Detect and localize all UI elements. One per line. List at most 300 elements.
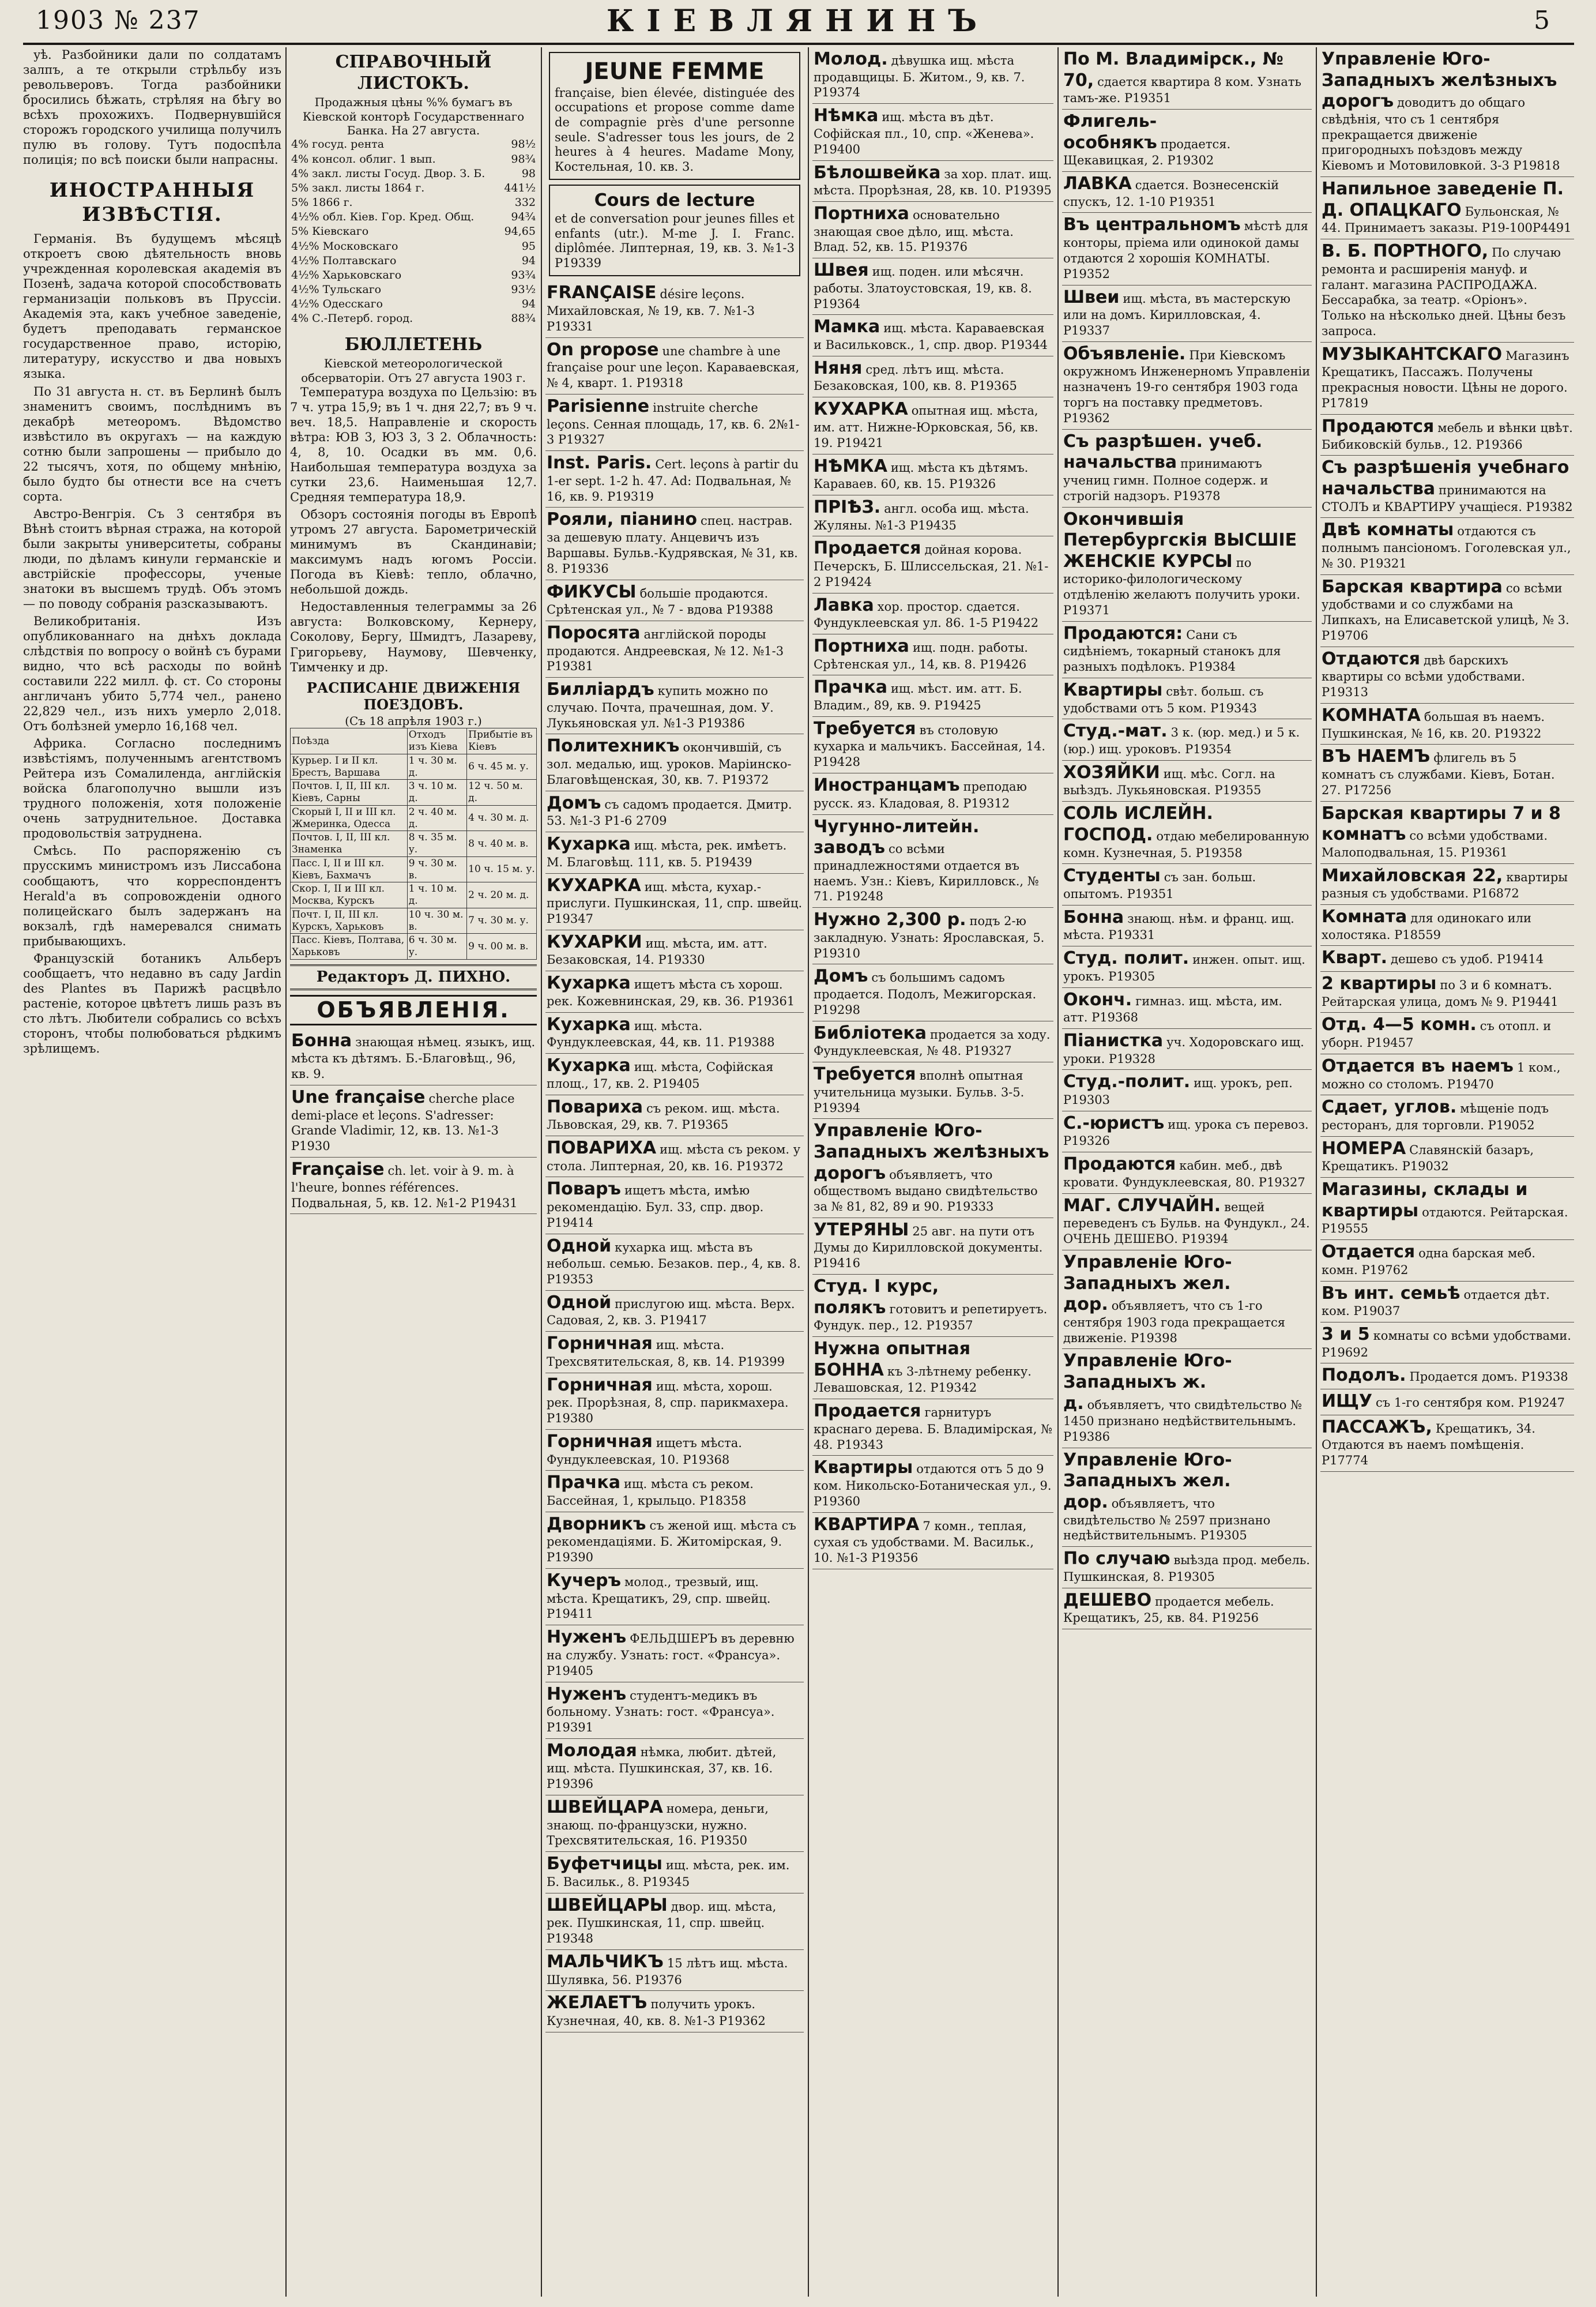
news-paragraph: По 31 августа н. ст. въ Берлинѣ былъ знаменитъ своимъ, послѣднимъ въ декабрѣ метеоромъ. Вѣдомство извѣстило въ округахъ — на каждую сотню были запрошены — прибыло до 22 тысячъ, хотя, по общему мнѣнію, было будто бы отнести все на счетъ сорта. [23,384,281,504]
ad-text: уч. Ходоровскаго ищ. уроки. Р19328 [1063,1035,1304,1066]
ad-text: квартиры разныя съ удобствами. Р16872 [1322,870,1568,901]
column-rule [808,47,809,2297]
column-ads-3 [545,47,804,2297]
schedule-header-cell: Прибытіе въ Кіевъ [467,728,537,754]
classified-ad [812,161,1053,202]
classified-ad [1062,508,1312,622]
ad-box-title: Cours de lecture [594,190,755,211]
reference-title: СПРАВОЧНЫЙ ЛИСТОКЪ. [335,52,492,93]
classified-ad [1320,177,1574,239]
ad-heading: Прачка [547,1472,621,1493]
ad-heading: КУХАРКИ [547,931,642,952]
rate-row [290,268,537,283]
ad-heading: Квартиры [1063,680,1163,701]
classified-ad [545,832,804,873]
ad-text: продается за ходу. Фундуклеевская, № 48. Р19327 [814,1027,1051,1058]
rate-value: 94,65 [504,225,536,238]
classified-ad [1320,575,1574,647]
ad-text: хор. простор. сдается. Фундуклеевская ул. 86. 1-5 Р19422 [814,599,1039,630]
classified-ad [1320,1389,1574,1415]
schedule-cell: 2 ч. 40 м. д. [407,805,466,831]
schedule-cell: Почтов. I, II, III кл. Знаменка [291,831,408,856]
ad-text: ищ. мѣс. Согл. на выѣздъ. Лукьяновская. Р19355 [1063,767,1275,798]
classified-ad [545,1136,804,1177]
ad-heading: ШВЕЙЦАРЫ [547,1895,668,1915]
classified-ad [545,1013,804,1054]
schedule-cell: 9 ч. 30 м. в. [407,856,466,882]
ad-text: instruite cherche leçons. Сенная площадь, 17, кв. 6. 2№1-3 Р19327 [547,400,800,447]
ad-text: ищ. урокъ, реп. Р19303 [1063,1076,1293,1107]
ad-text: по историко-филологическому отдѣленію желаютъ получить уроки. Р19371 [1063,555,1301,617]
ad-heading: Студ. полит. [1063,948,1190,969]
ad-heading: Лавка [814,595,874,615]
ad-heading: Піанистка [1063,1031,1164,1051]
classified-ad [812,964,1053,1021]
bulletin-caption: Кіевской метеорологической обсерваторіи. Отъ 27 августа 1903 г. [301,356,526,385]
rate-name: 4½% Одесскаго [291,298,383,311]
classified-ad [1320,745,1574,801]
classified-ad [1062,47,1312,110]
ad-heading: Молодая [547,1740,637,1761]
rate-value: 93½ [511,283,536,296]
ad-text: ищ. мѣста, рек. им. Б. Васильк., 8. Р19345 [547,1858,790,1889]
ad-heading: Кварт. [1322,948,1388,968]
schedule-cell: 2 ч. 20 м. д. [467,882,537,908]
masthead: КІЕВЛЯНИНЪ [606,3,990,39]
ad-heading: КВАРТИРА [814,1514,920,1535]
ad-text: кухарка ищ. мѣста въ небольш. семью. Безаков. пер., 4, кв. 8. Р19353 [547,1240,801,1287]
ad-text: съ 1-го сентября ком. Р19247 [1376,1396,1565,1410]
ad-text: по 3 и 6 комнатъ. Рейтарская улица, домъ № 9. Р19441 [1322,978,1559,1009]
classified-ad [812,908,1053,964]
ad-text: съ отопл. и уборн. Р19457 [1322,1019,1552,1050]
rates-table [290,137,537,326]
ad-heading: Продается [814,1401,921,1422]
ad-heading: СОЛЬ ИСЛЕЙН. ГОСПОД. [1063,803,1213,845]
schedule-cell: Курьер. I и II кл. Брестъ, Варшава [291,754,408,779]
classified-ad [812,47,1053,104]
ad-heading: ХОЗЯЙКИ [1063,762,1160,783]
classified-ad [1062,946,1312,987]
ad-heading: ШВЕЙЦАРА [547,1797,663,1818]
classified-ad [1062,1029,1312,1070]
ad-text: мѣстѣ для конторы, пріема или одинокой дамы отдаются 2 хорошія КОМНАТЫ. Р19352 [1063,219,1308,281]
column-rule [1057,47,1059,2297]
ad-text: сред. лѣтъ ищ. мѣста. Безаковская, 100, кв. 8. Р19365 [814,362,1017,393]
ad-heading: По М. Владимірск., № 70, [1063,49,1283,91]
column-rule [541,47,542,2297]
ad-heading: КУХАРКА [814,399,908,420]
page-header [0,0,1596,43]
schedule-cell: 9 ч. 00 м. в. [467,934,537,959]
ad-heading: НѢМКА [814,456,887,476]
ad-text: ищ. мѣст. им. атт. Б. Владим., 89, кв. 9. Р19425 [814,682,1022,713]
ad-text: доводитъ до общаго свѣдѣнія, что съ 1 сентября прекращается движеніе пригородныхъ поѣздовъ между Кіевомъ и Мотовиловкой. 3-3 Р19818 [1322,96,1560,173]
ad-heading: Напильное заведеніе П. Д. ОПАЦКАГО [1322,179,1564,220]
schedule-row [291,831,537,856]
classified-ad [812,717,1053,773]
ad-box-text: et de conversation pour jeunes filles et enfants (utr.). M-me J. I. Franc. diplômée. Липтерная, 19, кв. 3. №1-3 Р19339 [555,212,795,270]
ad-heading: Барская квартиры 7 и 8 комнатъ [1322,803,1561,845]
ad-text: При Кіевскомъ окружномъ Инженерномъ Управленіи назначенъ 19-го сентября 1903 года торгъ на поставку предметовъ. Р19362 [1063,348,1311,425]
ad-text: Крещатикъ, 34. Отдаются въ наемъ помѣщенія. Р17774 [1322,1421,1535,1468]
ad-heading: ЖЕЛАЕТЪ [547,1993,648,2013]
classified-ad [1062,1547,1312,1588]
classified-ad [545,281,804,337]
ad-heading: С.-юристъ [1063,1113,1165,1133]
ad-heading: Горничная [547,1431,653,1452]
ad-text: окончившій, съ зол. медалью, ищ. уроков. Маріинско-Благовѣщенская, 30, кв. 7. Р19372 [547,741,792,787]
ad-text: ищ. подн. работы. Срѣтенская ул., 14, кв. 8. Р19426 [814,641,1028,671]
rate-value: 95 [521,239,536,253]
ad-text: отдаю мебелированную комн. Кузнечная, 5. Р19358 [1063,829,1309,860]
classified-ad [545,971,804,1012]
rate-value: 88¾ [511,312,536,325]
schedule-cell: Почтов. I, II, III кл. Кіевъ, Сарны [291,780,408,805]
classified-ad [812,454,1053,495]
rates-caption: Продажныя цѣны %% бумагъ въ Кіевской конторѣ Государственнаго Банка. На 27 августа. [302,95,525,137]
ad-heading: Съ разрѣшенія учебнаго начальства [1322,457,1569,499]
ad-text: къ 3-лѣтнему ребенку. Левашовская, 12. Р19342 [814,1364,1032,1395]
ad-heading: Кухарка [547,973,631,994]
foreign-news-body [23,231,281,1056]
ad-text: основательно знающая свое дѣло, ищ. мѣста. Влад. 52, кв. 15. Р19376 [814,208,1014,254]
ad-text: гарнитуръ краснаго дерева. Б. Владимірская, № 48. Р19343 [814,1406,1052,1452]
ad-heading: Нужна опытная БОННА [814,1339,971,1380]
rate-row [290,224,537,239]
ad-heading: On propose [547,339,659,360]
ad-text: знающ. нѣм. и франц. ищ. мѣста. Р19331 [1063,911,1294,942]
ad-text: знающая нѣмец. языкъ, ищ. мѣста къ дѣтямъ. Б.-Благовѣщ., 96, кв. 9. [291,1035,536,1081]
ad-text: отдаются отъ 5 до 9 ком. Никольско-Ботаническая ул., 9. Р19360 [814,1462,1052,1508]
ad-text: désire leçons. Михайловская, № 19, кв. 7. №1-3 Р19331 [547,287,755,333]
rate-name: 4½% Тульскаго [291,283,382,296]
classified-ad [545,678,804,734]
ad-text: подъ 2-ю закладную. Узнать: Ярославская, 5. Р19310 [814,914,1045,960]
rate-name: 5% закл. листы 1864 г. [291,181,425,194]
rate-row [290,283,537,297]
ad-heading: Продаются [1063,1154,1176,1175]
ad-heading: Михайловская 22, [1322,865,1503,886]
rate-row [290,167,537,181]
ad-heading: Сдает, углов. [1322,1097,1457,1118]
ad-text: Cert. leçons à partir du 1-er sept. 1-2 h. 47. Ad: Подвальная, № 16, кв. 9. Р19319 [547,457,799,504]
classified-ad [1320,905,1574,946]
column-ads-6 [1320,47,1574,2297]
ad-text: готовитъ и репетируетъ. Фундук. пер., 12. Р19357 [814,1302,1048,1333]
ad-text: за хор. плат. ищ. мѣста. Прорѣзная, 28, кв. 10. Р19395 [814,167,1052,198]
classified-ad [1062,1250,1312,1349]
classified-ad [545,1950,804,1991]
ad-heading: Политехникъ [547,736,680,757]
ad-heading: Студ.-мат. [1063,721,1168,742]
ad-text: Магазинъ Крещатикъ, Пассажъ. Получены прекрасныя новости. Цѣны не дорого. Р17819 [1322,348,1569,411]
ad-text: дешево съ удоб. Р19414 [1391,952,1544,967]
rate-row [290,239,537,254]
ad-text: ФЕЛЬДШЕРЪ въ деревню на службу. Узнать: гост. «Франсуа». Р19405 [547,1632,795,1678]
ad-heading: Продаются: [1063,623,1183,644]
schedule-cell: Пасс. Кіевъ, Полтава, Харьковъ [291,934,408,959]
rate-name: 4% закл. листы Госуд. Двор. З. Б. [291,167,485,180]
ad-heading: ДЕШЕВО [1063,1590,1152,1610]
classified-ad [1062,678,1312,719]
ad-text: со всѣми удобствами. Малоподвальная, 15. Р19361 [1322,829,1548,859]
ad-heading: КУХАРКА [547,875,641,896]
schedule-row [291,856,537,882]
ad-text: 1 ком., можно со столомъ. Р19470 [1322,1060,1561,1091]
classified-ad [1320,946,1574,972]
ad-text: студентъ-медикъ въ больному. Узнать: гост. «Франсуа». Р19391 [547,1688,775,1734]
rate-row [290,210,537,224]
ad-heading: Нуженъ [547,1627,627,1648]
rate-name: 4½% Полтавскаго [291,254,397,267]
ad-text: комнаты со всѣми удобствами. Р19692 [1322,1329,1571,1359]
ad-text: принимаютъ учениц гимн. Полное содерж. и строгій надзоръ. Р19378 [1063,457,1268,503]
schedule-header-cell: Поѣзда [291,728,408,754]
ad-text: сдается. Вознесенскій спускъ, 12. 1-10 Р19351 [1063,178,1279,209]
ad-text: двѣ барскихъ квартиры со всѣми удобствами. Р19313 [1322,653,1525,700]
ad-heading: Нуженъ [547,1684,627,1704]
classified-ad [1320,972,1574,1013]
schedule-cell: Скор. I, II и III кл. Москва, Курскъ [291,882,408,908]
page-number: 5 [1534,6,1550,35]
news-paragraph: Великобританія. Изъ опубликованнаго на днѣхъ доклада слѣдствія по вопросу о войнѣ съ бурами видно, что всѣ расходы по войнѣ составили 222 милл. ф. ст. Со стороны англичанъ убито 5,774 чел., ранено 22,829 чел., изъ нихъ умерло 2,018. Отъ болѣзней умерло 16,168 чел. [23,614,281,734]
ad-heading: Требуется [814,718,916,739]
news-paragraph: Африка. Согласно последнимъ извѣстіямъ, полученнымъ агентствомъ Рейтера изъ Сомалиленда, англійскія войска благополучно вышли изъ трудного положенія, хотя положеніе очень затруднительное. Доставка продовольствія затруднена. [23,737,281,841]
ad-heading: Требуется [814,1064,916,1085]
news-paragraph: Австро-Венгрія. Съ 3 сентября въ Вѣнѣ стоитъ вѣрная стража, на которой были закрыты университеты, собраны люди, по дѣламъ кинули германскіе и австрійскіе профессоры, ученые знатоки въ высшемъ трудѣ. Объ этомъ — по поводу собранія разсказываютъ. [23,506,281,611]
ad-heading: Поросята [547,622,641,643]
ad-text: ищетъ мѣста. Фундуклеевская, 10. Р19368 [547,1436,742,1467]
ad-text: съ реком. ищ. мѣста. Львовская, 29, кв. 7. Р19365 [547,1101,780,1132]
classified-ad [1062,1152,1312,1193]
bulletin-title: БЮЛЛЕТЕНЬ [344,334,483,355]
classified-ad [290,1085,537,1158]
ad-heading: Отдаются [1322,648,1420,669]
rate-name: 5% Кіевскаго [291,225,369,238]
ad-text: съ садомъ продается. Дмитр. 53. №1-3 Р1-6 2709 [547,797,792,828]
rate-row [290,196,537,210]
ad-heading: Домъ [814,966,868,987]
schedule-cell: 1 ч. 30 м. д. [407,754,466,779]
ad-text: ищ. мѣста въ дѣт. Софійская пл., 10, спр. «Женева». Р19400 [814,110,1034,156]
ad-text: ищ. мѣста, хорош. рек. Прорѣзная, 8, спр. парикмахера. Р19380 [547,1379,789,1426]
ad-box-cours [549,185,800,276]
ad-heading: Объявленіе. [1063,343,1186,364]
classified-ad [1062,285,1312,342]
classified-ad [1320,1322,1574,1363]
classified-ad [545,1625,804,1682]
ad-text: спец. настрав. за дешевую плату. Анцевичъ изъ Варшавы. Бульв.-Кудрявская, № 31, кв. 8. Р19336 [547,514,798,576]
rate-value: 98 [521,167,536,180]
classified-ad [812,675,1053,716]
ad-text: вещей переведенъ съ Бульв. на Фундукл., 24. ОЧЕНЬ ДЕШЕВО. Р19394 [1063,1200,1310,1246]
classified-ad [545,1893,804,1950]
rate-value: 94 [521,298,536,311]
rate-row [290,137,537,152]
schedule-cell: 6 ч. 45 м. у. [467,754,537,779]
column-reference [290,47,537,2297]
ads-list [290,1029,537,1215]
classified-ad [545,1852,804,1893]
classified-ad [1062,864,1312,905]
ad-text: отдается дѣт. ком. Р19037 [1322,1287,1550,1318]
classified-ad [1320,1240,1574,1281]
rate-name: 4% госуд. рента [291,138,385,151]
ad-heading: По случаю [1063,1549,1170,1569]
classified-ad [1062,1588,1312,1629]
classified-ad [545,1739,804,1795]
classified-ad [1062,761,1312,802]
classified-ad [1062,1349,1312,1448]
ad-heading: Съ разрѣшен. учеб. начальства [1063,431,1263,473]
classified-ad [1320,1095,1574,1136]
ad-heading: Управленіе Юго-Западныхъ жел. дор. [1063,1252,1232,1315]
ad-heading: Горничная [547,1374,653,1395]
ad-heading: КОМНАТА [1322,705,1421,726]
classified-ad [1320,239,1574,343]
ad-text: преподаю русск. яз. Кладовая, 8. Р19312 [814,780,1027,810]
column-ads-4 [812,47,1053,2297]
classified-ad [545,1373,804,1430]
ads-list [1320,47,1574,1472]
schedule-row [291,754,537,779]
ad-text: инжен. опыт. ищ. урокъ. Р19305 [1063,953,1305,983]
classified-ad [812,1456,1053,1512]
ad-box-title: JEUNE FEMME [585,58,765,85]
classified-ad [545,1095,804,1136]
column-news [23,47,281,2297]
ad-text: англійской породы продаются. Андреевская, № 12. №1-3 Р19381 [547,627,784,674]
classified-ad [1320,343,1574,415]
classified-ad [545,580,804,621]
ad-heading: Отдается [1322,1242,1416,1263]
ad-heading: Въ центральномъ [1063,215,1241,235]
ad-heading: Отдается въ наемъ [1322,1055,1514,1076]
ad-heading: Магазины, склады и квартиры [1322,1179,1528,1221]
classified-ad [1062,1194,1312,1250]
ad-heading: Студенты [1063,866,1161,886]
classified-ad [1062,622,1312,678]
ad-text: ищ. мѣста съ реком. Бассейная, 1, крыльцо. Р18358 [547,1477,754,1508]
ad-text: объявляетъ, что свидѣтельство № 2597 признано недѣйствительнымъ. Р19305 [1063,1497,1271,1543]
classified-ad [812,1337,1053,1399]
ad-heading: Библіотека [814,1023,927,1043]
ad-text: получить урокъ. Кузнечная, 40, кв. 8. №1-3 Р19362 [547,1997,766,2028]
classified-ad [545,930,804,971]
ad-text: Бульонская, № 44. Принимаетъ заказы. Р19-100Р4491 [1322,204,1572,235]
classified-ad [290,1029,537,1085]
ad-heading: Прачка [814,677,888,698]
classified-ad [1062,110,1312,172]
classified-ad [290,1158,537,1214]
schedule-header-cell: Отходъ изъ Кіева [407,728,466,754]
ad-heading: Мамка [814,317,880,337]
ad-heading: Inst. Paris. [547,453,652,474]
ad-heading: 2 квартиры [1322,974,1437,994]
ad-text: сдается квартира 8 ком. Узнать тамъ-же. Р19351 [1063,74,1301,106]
ad-heading: Билліардъ [547,679,654,700]
classified-ad [545,451,804,508]
ad-heading: Нѣмка [814,106,879,126]
ad-heading: 3 и 5 [1322,1324,1370,1345]
ad-heading: Одной [547,1235,612,1256]
ad-heading: Портниха [814,203,909,224]
ad-text: une chambre à une française pour une leçon. Караваевская, № 4, кварт. 1. Р19318 [547,344,800,390]
schedule-cell: 6 ч. 30 м. у. [407,934,466,959]
classified-ad [812,495,1053,536]
ad-heading: Одной [547,1292,612,1313]
header-rule [23,43,1574,45]
editor-line: Редакторъ Д. ПИХНО. [290,964,537,991]
ad-text: 15 лѣтъ ищ. мѣста. Шулявка, 56. Р19376 [547,1956,788,1987]
ad-text: ищ. мѣста, Софійская площ., 17, кв. 2. Р19405 [547,1060,774,1091]
ad-text: дойная корова. Печерскъ, Б. Шлиссельская, 21. №1-2 Р19424 [814,543,1049,589]
ads-list [545,281,804,2032]
issue-number: 1903 № 237 [36,6,201,35]
ad-text: мѣщеніе подъ ресторанъ, для торговли. Р19052 [1322,1102,1549,1132]
ad-heading: Портниха [814,636,909,657]
classified-ad [1320,47,1574,177]
schedule-row [291,805,537,831]
ad-heading: Управленіе Юго-Западныхъ жел. дор. [1063,1449,1232,1513]
ad-text: съ зан. больш. опытомъ. Р19351 [1063,870,1256,901]
ad-heading: Кухарка [547,1014,631,1035]
classified-ad [1320,704,1574,745]
news-intro: уѣ. Разбойники дали по солдатамъ залпъ, а те открыли стрѣльбу изъ револьверовъ. Тогда разбойники бросились бѣжать, стрѣляя на бѣгу во всѣхъ прохожихъ. Подвернувшійся сторожъ городского училища получилъ пулю въ голову. Тутъ подоспѣла полиція; по всѣ поиски были напрасны. [23,48,281,167]
ads-title: ОБЪЯВЛЕНІЯ. [290,995,537,1025]
ad-box-jeune-femme [549,52,800,180]
ads-list [1062,47,1312,1629]
classified-ad [1062,1448,1312,1547]
ad-text: большая въ наемъ. Пушкинская, № 16, кв. 20. Р19322 [1322,709,1545,741]
ad-text: одна барская меб. комн. Р19762 [1322,1246,1535,1277]
ad-heading: Швеи [1063,287,1120,307]
ads-list [812,47,1053,1569]
ad-text: принимаются на СТОЛЪ и КВАРТИРУ учащіеся. Р19382 [1322,483,1573,514]
classified-ad [1320,647,1574,704]
ad-heading: НОМЕРА [1322,1138,1406,1159]
ad-box-text: française, bien élevée, distinguée des occupations et propose comme dame de compagnie près d'une personne seule. S'adresser tous les jours, de 2 heures à 4 heures. Madame Mony, Костельная, 10. кв. 3. [555,85,795,174]
classified-ad [1062,342,1312,430]
classified-ad [545,1234,804,1291]
schedule-cell: 4 ч. 30 м. д. [467,805,537,831]
schedule-header-row [291,728,537,754]
ad-text: ищ. поден. или мѣсячн. работы. Златоустовская, 19, кв. 8. Р19364 [814,265,1032,311]
ad-text: большіе продаются. Срѣтенская ул., № 7 - вдова Р19388 [547,586,773,617]
ad-heading: Двѣ комнаты [1322,520,1454,540]
ad-text: ищетъ мѣста съ хорош. рек. Кожевнинская, 29, кв. 36. Р19361 [547,978,795,1008]
rate-name: 4% консол. облиг. 1 вып. [291,152,436,166]
classified-ad [812,1021,1053,1062]
ad-text: для одинокаго или холостяка. Р18559 [1322,911,1531,942]
ad-text: со всѣми удобствами и со службами на Липкахъ, на Елисаветской улицѣ, № 3. Р19706 [1322,581,1569,642]
ad-heading: Домъ [547,792,601,813]
ad-text: Продается домъ. Р19338 [1409,1370,1568,1384]
classified-ad [812,536,1053,593]
classified-ad [812,1062,1053,1119]
ad-heading: Няня [814,358,863,378]
classified-ad [1062,1070,1312,1111]
ad-heading: В. Б. ПОРТНОГО, [1322,241,1489,262]
classified-ad [1320,864,1574,905]
ad-text: По случаю ремонта и расширенія мануф. и галант. магазина РАСПРОДАЖА. Бессарабка, за театр. «Оріонъ». Только на нѣсколько дней. Цѣны безъ запроса. [1322,246,1566,339]
ad-text: ищ. мѣста съ реком. у стола. Липтерная, 20, кв. 16. Р19372 [547,1142,801,1173]
ad-heading: Поваръ [547,1179,621,1200]
ad-heading: Горничная [547,1333,653,1354]
classified-ad [1320,802,1574,864]
ad-heading: ИЩУ [1322,1391,1373,1412]
